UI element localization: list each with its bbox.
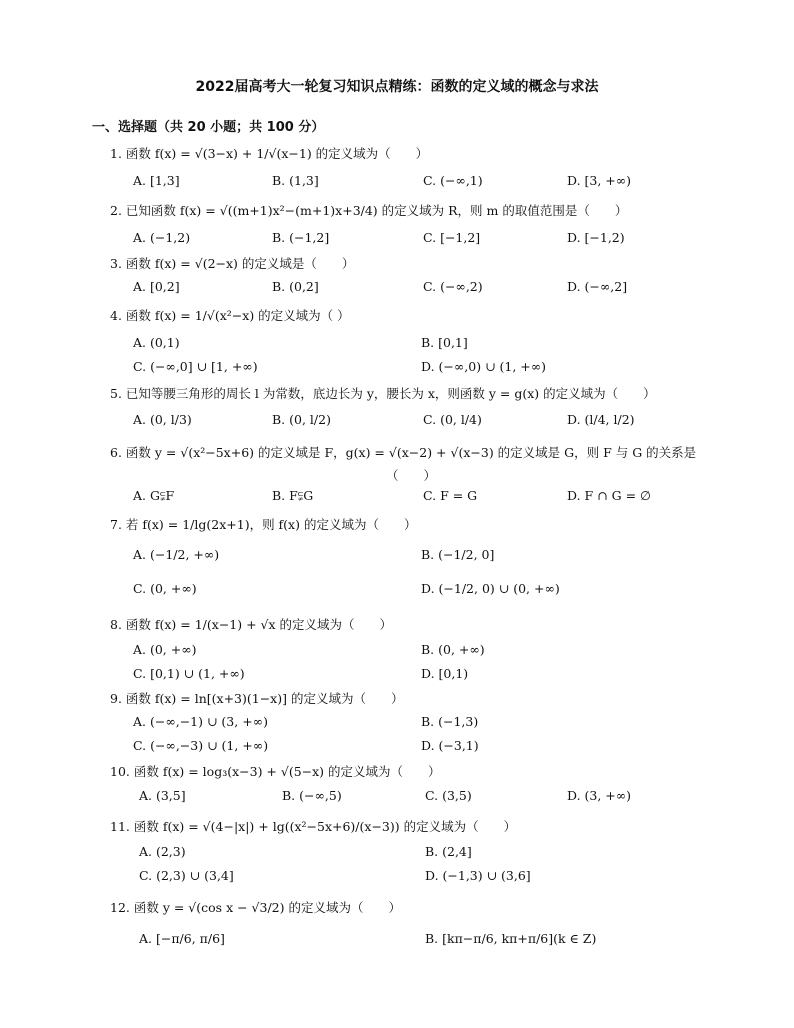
- question-1-option-c: C. (−∞,1): [423, 173, 483, 188]
- question-4-stem: 4. 函数 f(x) = 1/√(x²−x) 的定义域为（ ）: [110, 308, 350, 323]
- question-6-option-c: C. F = G: [423, 488, 478, 503]
- question-7-option-b: B. (−1/2, 0]: [421, 547, 495, 562]
- question-9-option-c: C. (−∞,−3) ∪ (1, +∞): [133, 738, 269, 753]
- question-11-option-d: D. (−1,3) ∪ (3,6]: [425, 868, 531, 883]
- question-8-option-c: C. [0,1) ∪ (1, +∞): [133, 666, 245, 681]
- question-9-option-b: B. (−1,3): [421, 714, 479, 729]
- question-1-option-a: A. [1,3]: [133, 173, 180, 188]
- question-7-option-a: A. (−1/2, +∞): [133, 547, 220, 562]
- question-11-stem: 11. 函数 f(x) = √(4−|x|) + lg((x²−5x+6)/(x−3)) 的定义域为（ ）: [110, 819, 517, 834]
- question-1-stem: 1. 函数 f(x) = √(3−x) + 1/√(x−1) 的定义域为（ ）: [110, 146, 429, 161]
- question-5-stem: 5. 已知等腰三角形的周长 l 为常数，底边长为 y，腰长为 x，则函数 y = g(x) 的定义域为（ ）: [110, 386, 656, 401]
- question-6-option-b: B. F⫋G: [272, 488, 314, 503]
- question-9-option-d: D. (−3,1): [421, 738, 479, 753]
- question-7-option-c: C. (0, +∞): [133, 581, 197, 596]
- question-1-option-d: D. [3, +∞): [567, 173, 632, 188]
- question-12-option-b: B. [kπ−π/6, kπ+π/6](k ∈ Z): [425, 931, 597, 946]
- question-10-option-b: B. (−∞,5): [282, 788, 342, 803]
- question-12-option-a: A. [−π/6, π/6]: [139, 931, 225, 946]
- question-5-option-b: B. (0, l/2): [272, 412, 331, 427]
- question-6-option-a: A. G⫋F: [133, 488, 175, 503]
- question-12-stem: 12. 函数 y = √(cos x − √3/2) 的定义域为（ ）: [110, 900, 401, 915]
- question-9-option-a: A. (−∞,−1) ∪ (3, +∞): [133, 714, 268, 729]
- question-3-option-c: C. (−∞,2): [423, 279, 483, 294]
- question-10-stem: 10. 函数 f(x) = log₃(x−3) + √(5−x) 的定义域为（ ）: [110, 764, 441, 779]
- question-6-option-d: D. F ∩ G = ∅: [567, 488, 651, 503]
- page-title: 2022届高考大一轮复习知识点精练：函数的定义域的概念与求法: [195, 79, 599, 95]
- question-2-option-d: D. [−1,2): [567, 230, 625, 245]
- question-4-option-c: C. (−∞,0] ∪ [1, +∞): [133, 359, 258, 374]
- question-8-option-b: B. (0, +∞): [421, 642, 485, 657]
- question-6-stem: 6. 函数 y = √(x²−5x+6) 的定义域是 F，g(x) = √(x−2) + √(x−3) 的定义域是 G，则 F 与 G 的关系是: [110, 445, 697, 460]
- question-10-option-a: A. (3,5]: [139, 788, 186, 803]
- question-8-option-a: A. (0, +∞): [133, 642, 197, 657]
- question-4-option-d: D. (−∞,0) ∪ (1, +∞): [421, 359, 547, 374]
- question-1-option-b: B. (1,3]: [272, 173, 319, 188]
- question-2-option-c: C. [−1,2]: [423, 230, 481, 245]
- question-7-stem: 7. 若 f(x) = 1/lg(2x+1)，则 f(x) 的定义域为（ ）: [110, 517, 417, 532]
- question-4-option-a: A. (0,1): [133, 335, 180, 350]
- question-2-option-b: B. (−1,2]: [272, 230, 330, 245]
- question-3-option-a: A. [0,2]: [133, 279, 180, 294]
- question-3-option-b: B. (0,2]: [272, 279, 319, 294]
- question-2-option-a: A. (−1,2): [133, 230, 191, 245]
- section-heading: 一、选择题（共 20 小题；共 100 分）: [92, 120, 325, 135]
- question-5-option-c: C. (0, l/4): [423, 412, 482, 427]
- question-10-option-c: C. (3,5): [425, 788, 472, 803]
- question-7-option-d: D. (−1/2, 0) ∪ (0, +∞): [421, 581, 560, 596]
- question-8-option-d: D. [0,1): [421, 666, 469, 681]
- question-10-option-d: D. (3, +∞): [567, 788, 632, 803]
- question-5-option-a: A. (0, l/3): [133, 412, 192, 427]
- question-2-stem: 2. 已知函数 f(x) = √((m+1)x²−(m+1)x+3/4) 的定义域为 R，则 m 的取值范围是（ ）: [110, 203, 628, 218]
- question-5-option-d: D. (l/4, l/2): [567, 412, 635, 427]
- question-11-option-c: C. (2,3) ∪ (3,4]: [139, 868, 234, 883]
- question-3-stem: 3. 函数 f(x) = √(2−x) 的定义域是（ ）: [110, 256, 355, 271]
- question-3-option-d: D. (−∞,2]: [567, 279, 628, 294]
- question-9-stem: 9. 函数 f(x) = ln[(x+3)(1−x)] 的定义域为（ ）: [110, 691, 404, 706]
- question-8-stem: 8. 函数 f(x) = 1/(x−1) + √x 的定义域为（ ）: [110, 617, 393, 632]
- question-11-option-a: A. (2,3): [139, 844, 186, 859]
- question-4-option-b: B. [0,1]: [421, 335, 468, 350]
- question-11-option-b: B. (2,4]: [425, 844, 472, 859]
- question-6-answer-blank: （ ）: [386, 468, 437, 483]
